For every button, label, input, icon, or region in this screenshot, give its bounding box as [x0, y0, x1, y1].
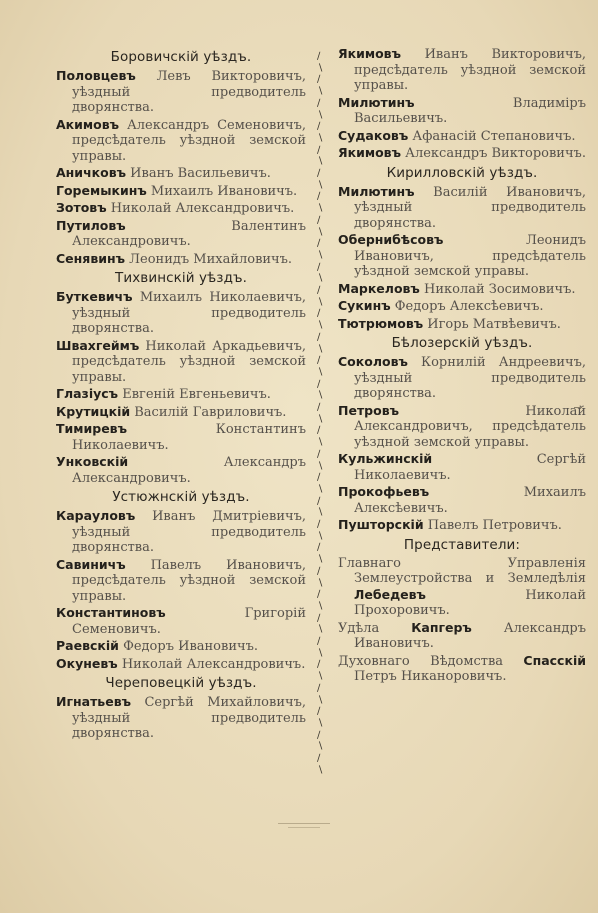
member-surname: Прокофьевъ: [338, 484, 430, 499]
representative-surname: Лебедевъ: [354, 586, 426, 602]
member-entry: [338, 517, 586, 534]
divider-mark: ∕: [317, 682, 321, 694]
member-entry: [56, 289, 306, 337]
representative-text: Александръ Ивановичъ.: [354, 620, 586, 651]
divider-mark: ∕: [317, 565, 321, 577]
member-details: Николай Аркадьевичъ, предсѣдатель уѣздной земской управы.: [72, 338, 306, 385]
member-entry: [338, 128, 586, 145]
member-surname: Маркеловъ: [338, 280, 420, 296]
member-entry: [338, 354, 586, 402]
divider-mark: ∖: [317, 577, 324, 589]
member-details: Леонидъ Ивановичъ, предсѣдатель уѣздной земской управы.: [354, 233, 586, 279]
divider-mark: ∖: [317, 296, 324, 308]
divider-mark: ∕: [317, 378, 321, 390]
member-entry: [56, 218, 306, 250]
member-details: Афанасій Степановичъ.: [412, 128, 576, 144]
divider-mark: ∖: [317, 600, 324, 612]
divider-mark: ∖: [317, 647, 324, 659]
divider-mark: ∕: [317, 402, 321, 413]
member-details: Михаилъ Ивановичъ.: [150, 183, 298, 199]
column-divider: [316, 52, 326, 777]
member-details: Александръ Александровичъ.: [72, 455, 306, 486]
member-details: Николай Александровичъ, предсѣдатель уѣздной земской управы.: [354, 403, 586, 450]
section-heading: Череповецкій уѣздъ.: [105, 675, 257, 691]
divider-mark: ∖: [317, 624, 324, 636]
member-details: Михаилъ Николаевичъ, уѣздный предводитель дворянства.: [72, 290, 306, 336]
divider-mark: ∕: [317, 753, 321, 764]
member-entry: [56, 165, 306, 182]
representative-surname: Спасскій: [523, 652, 586, 668]
representative-text: Духовнаго Вѣдомства: [338, 653, 524, 669]
member-surname: Карауловъ: [56, 508, 136, 523]
member-entry: [338, 145, 586, 162]
member-entry: [338, 298, 586, 315]
member-surname: Милютинъ: [338, 183, 415, 199]
member-surname: Милютинъ: [338, 94, 415, 110]
section-heading: Бѣлозерскій уѣздъ.: [391, 335, 533, 351]
member-surname: Обернибѣсовъ: [338, 232, 444, 247]
section-heading: Кирилловскій уѣздъ.: [386, 164, 538, 181]
representative-text: Николай Прохоровичъ.: [354, 587, 586, 618]
representative-entry: [338, 653, 586, 685]
divider-mark: ∖: [317, 741, 324, 753]
divider-mark: ∕: [317, 308, 321, 320]
member-entry: [56, 656, 306, 673]
member-surname: Пушторскій: [338, 517, 424, 532]
member-entry: [56, 338, 306, 386]
member-surname: Сукинъ: [338, 298, 391, 313]
member-details: Александръ Викторовичъ.: [405, 146, 586, 161]
section-heading: Тихвинскій уѣздъ.: [114, 270, 248, 286]
member-entry: [56, 183, 306, 200]
divider-mark: ∕: [317, 238, 321, 250]
divider-mark: ∖: [317, 156, 324, 168]
divider-mark: ∖: [317, 764, 324, 776]
divider-mark: ∕: [317, 261, 321, 273]
divider-mark: ∖: [317, 717, 324, 729]
member-details: Василій Ивановичъ, уѣздный предводитель дворянства.: [354, 184, 586, 231]
member-entry: [338, 184, 586, 232]
member-entry: [338, 451, 586, 483]
divider-mark: ∖: [317, 203, 324, 215]
member-surname: Аничковъ: [56, 165, 127, 180]
divider-mark: ∕: [317, 51, 321, 62]
member-details: Валентинъ Александровичъ.: [72, 218, 306, 249]
member-details: Александръ Семеновичъ, предсѣдатель уѣздной земской управы.: [72, 117, 306, 164]
member-details: Игорь Матвѣевичъ.: [427, 316, 561, 332]
margin-mark: [574, 407, 582, 408]
member-surname: Унковскій: [56, 454, 129, 469]
member-surname: Зотовъ: [56, 200, 107, 215]
divider-mark: ∖: [317, 507, 324, 519]
divider-mark: ∕: [317, 636, 321, 647]
member-entry: [56, 251, 306, 268]
representative-entry: [338, 556, 586, 619]
page-rule: [278, 823, 330, 824]
divider-mark: ∕: [317, 331, 321, 343]
member-details: Федоръ Алексѣевичъ.: [394, 299, 544, 314]
member-details: Николай Александровичъ.: [121, 656, 306, 672]
member-details: Сергѣй Николаевичъ.: [354, 452, 586, 483]
member-surname: Якимовъ: [338, 145, 401, 160]
member-entry: [56, 454, 306, 486]
divider-mark: ∖: [317, 179, 324, 191]
member-details: Константинъ Николаевичъ.: [72, 422, 306, 453]
member-entry: [338, 484, 586, 516]
divider-mark: ∕: [317, 448, 321, 460]
member-details: Левъ Викторовичъ, уѣздный предводитель дворянства.: [72, 69, 306, 115]
member-surname: Савиничъ: [56, 556, 126, 572]
member-details: Иванъ Васильевичъ.: [130, 166, 271, 181]
member-surname: Игнатьевъ: [56, 694, 131, 709]
divider-mark: ∕: [317, 355, 321, 367]
member-details: Павелъ Ивановичъ, предсѣдатель уѣздной земской управы.: [72, 557, 306, 604]
divider-mark: ∖: [317, 320, 324, 332]
member-details: Владиміръ Васильевичъ.: [354, 95, 586, 126]
member-surname: Акимовъ: [56, 116, 120, 132]
representative-text: Главнаго Управленія Землеустройства и Земледѣлія: [338, 555, 586, 586]
member-details: Корнилій Андреевичъ, уѣздный предводитель дворянства.: [354, 355, 586, 401]
member-entry: [338, 95, 586, 127]
member-surname: Сенявинъ: [56, 250, 126, 266]
member-entry: [56, 386, 306, 403]
member-surname: Соколовъ: [338, 354, 408, 369]
divider-mark: ∖: [317, 226, 324, 238]
member-surname: Половцевъ: [56, 68, 136, 83]
member-entry: [56, 638, 306, 655]
member-surname: Тимиревъ: [56, 421, 127, 436]
divider-mark: ∕: [317, 542, 321, 554]
divider-mark: ∕: [317, 97, 321, 109]
member-entry: [338, 281, 586, 298]
representative-text: Петръ Никаноровичъ.: [354, 669, 507, 684]
divider-mark: ∕: [317, 214, 321, 226]
member-details: Василій Гавриловичъ.: [134, 404, 287, 420]
member-surname: Судаковъ: [338, 127, 409, 143]
divider-mark: ∖: [317, 343, 324, 355]
member-entry: [338, 232, 586, 280]
member-surname: Раевскій: [56, 638, 119, 653]
member-surname: Крутицкій: [56, 403, 131, 419]
member-surname: Путиловъ: [56, 217, 126, 233]
left-column: [56, 46, 306, 743]
divider-mark: ∖: [317, 62, 324, 74]
member-surname: Тютрюмовъ: [338, 315, 424, 331]
divider-mark: ∕: [317, 589, 321, 601]
divider-mark: ∕: [317, 285, 321, 296]
divider-mark: ∕: [317, 495, 321, 507]
divider-mark: ∕: [317, 144, 321, 156]
member-details: Николай Зосимовичъ.: [423, 281, 576, 297]
member-details: Михаилъ Алексѣевичъ.: [354, 485, 586, 516]
divider-mark: ∕: [317, 729, 321, 741]
section-heading: Представители:: [403, 536, 521, 553]
member-details: Григорій Семеновичъ.: [72, 606, 306, 637]
member-details: Иванъ Викторовичъ, предсѣдатель уѣздной земской управы.: [354, 47, 586, 93]
divider-mark: ∖: [317, 483, 324, 495]
member-details: Евгеній Евгеньевичъ.: [122, 387, 271, 402]
divider-mark: ∕: [317, 74, 321, 86]
representative-text: Удѣла: [338, 620, 412, 636]
member-entry: [56, 421, 306, 453]
member-entry: [338, 46, 586, 94]
member-surname: Горемыкинъ: [56, 182, 147, 198]
divider-mark: ∖: [317, 554, 324, 566]
member-surname: Буткевичъ: [56, 289, 133, 304]
divider-mark: ∖: [317, 390, 324, 402]
divider-mark: ∖: [317, 413, 324, 425]
divider-mark: ∖: [317, 366, 324, 378]
divider-mark: ∖: [317, 530, 324, 542]
representative-surname: Капгеръ: [411, 619, 472, 635]
divider-mark: ∖: [317, 249, 324, 261]
member-entry: [56, 557, 306, 605]
member-entry: [56, 117, 306, 165]
section-heading: Боровичскій уѣздъ.: [110, 49, 252, 65]
member-details: Сергѣй Михайловичъ, уѣздный предводитель дворянства.: [72, 695, 306, 741]
divider-mark: ∖: [317, 694, 324, 706]
divider-mark: ∕: [317, 191, 321, 203]
member-entry: [338, 316, 586, 333]
divider-mark: ∕: [317, 519, 321, 530]
member-details: Николай Александровичъ.: [110, 201, 295, 216]
divider-mark: ∖: [317, 273, 324, 285]
divider-mark: ∕: [317, 659, 321, 671]
divider-mark: ∕: [317, 612, 321, 624]
member-entry: [56, 68, 306, 116]
member-details: Федоръ Ивановичъ.: [123, 639, 258, 654]
representative-entry: [338, 620, 586, 652]
member-details: Иванъ Дмитріевичъ, уѣздный предводитель дворянства.: [72, 509, 306, 555]
divider-mark: ∕: [317, 168, 321, 179]
divider-mark: ∖: [317, 671, 324, 683]
member-entry: [56, 404, 306, 421]
member-surname: Окуневъ: [56, 655, 118, 671]
member-entry: [56, 605, 306, 637]
member-details: Леонидъ Михайловичъ.: [129, 251, 293, 267]
divider-mark: ∖: [317, 132, 324, 144]
member-entry: [56, 508, 306, 556]
member-surname: Швахгеймъ: [56, 337, 140, 353]
divider-mark: ∕: [317, 472, 321, 484]
member-surname: Глазіусъ: [56, 386, 119, 401]
page-rule-short: [288, 827, 320, 828]
member-entry: [56, 200, 306, 217]
member-entry: [338, 403, 586, 451]
divider-mark: ∖: [317, 460, 324, 472]
member-surname: Петровъ: [338, 402, 400, 418]
divider-mark: ∕: [317, 121, 321, 133]
divider-mark: ∕: [317, 706, 321, 718]
member-entry: [56, 694, 306, 742]
right-column: [338, 46, 586, 686]
section-heading: Устюжнскій уѣздъ.: [112, 489, 250, 505]
member-surname: Якимовъ: [338, 46, 401, 61]
member-surname: Константиновъ: [56, 605, 166, 620]
divider-mark: ∖: [317, 86, 324, 98]
member-details: Павелъ Петровичъ.: [427, 518, 562, 533]
divider-mark: ∕: [317, 425, 321, 437]
member-surname: Кульжинскій: [338, 451, 433, 466]
divider-mark: ∖: [317, 109, 324, 121]
divider-mark: ∖: [317, 437, 324, 449]
